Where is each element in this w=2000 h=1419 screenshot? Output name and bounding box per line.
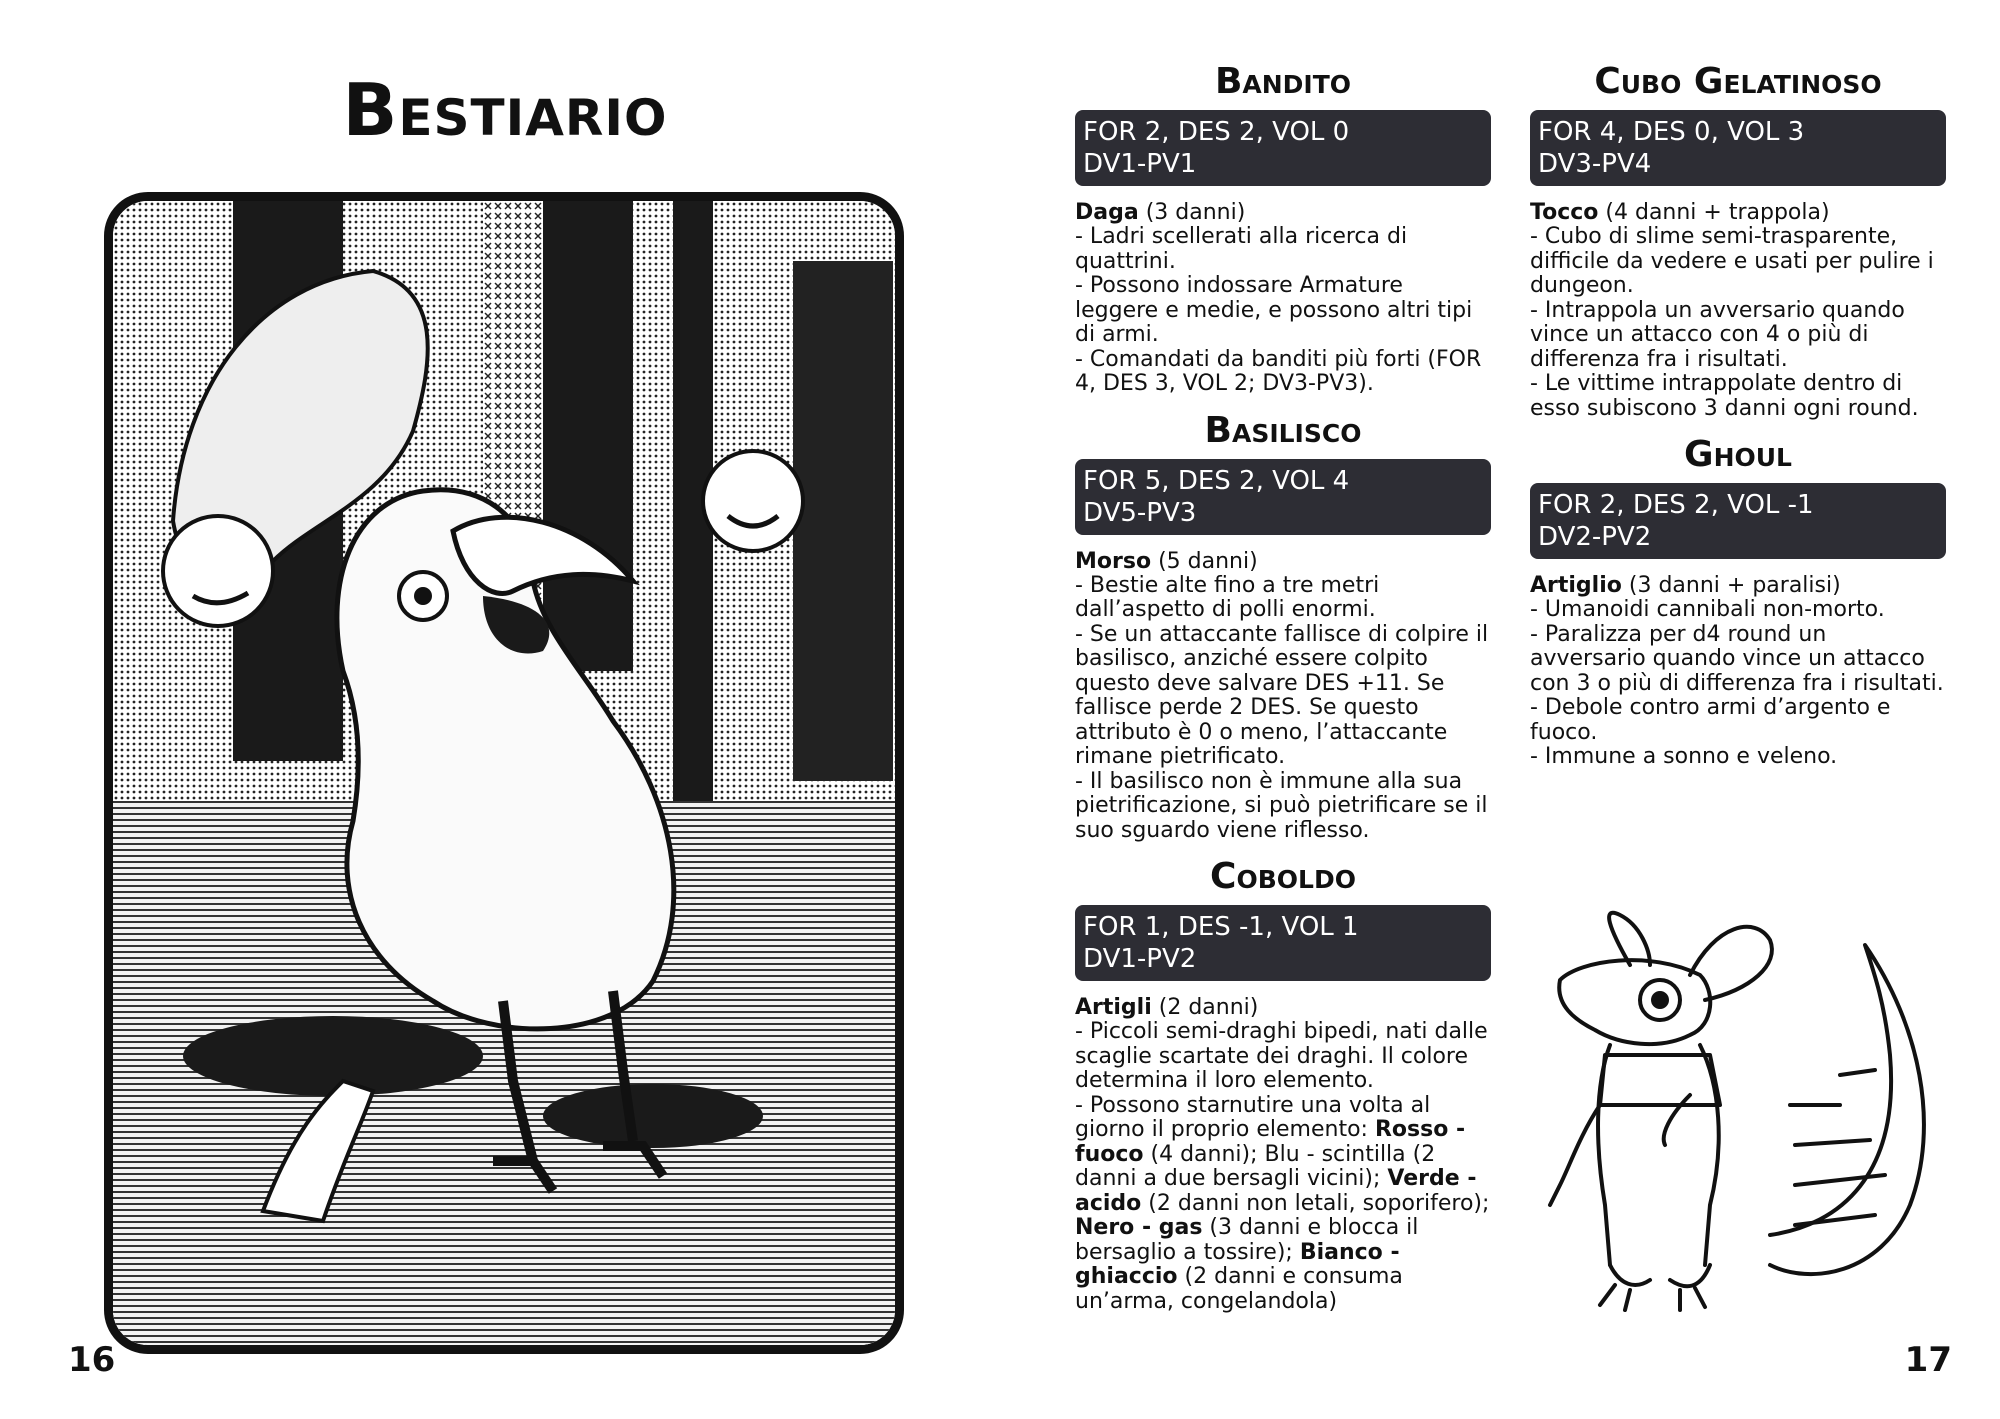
stat-box bbox=[1530, 110, 1946, 186]
desc-line: - Comandati da banditi più forti (FOR 4, DES 3, VOL 2; DV3-PV3). bbox=[1075, 346, 1482, 396]
stat-line: FOR 2, DES 2, VOL -1 bbox=[1538, 490, 1814, 520]
desc-line: - Intrappola un avversario quando vince un attacco con 4 o più di differenza fra i risultati. bbox=[1530, 297, 1905, 372]
monster-entry-basilisco bbox=[1075, 409, 1491, 844]
monster-name: Basilisco bbox=[1204, 409, 1362, 451]
monster-name: Cubo Gelatinoso bbox=[1594, 61, 1882, 102]
monster-description bbox=[1075, 225, 1491, 397]
element-detail: (2 danni e consuma un’arma, congelandola) bbox=[1075, 1264, 1403, 1314]
basilisk-illustration bbox=[104, 192, 904, 1354]
element-label: Nero - gas bbox=[1075, 1215, 1203, 1240]
stat-box bbox=[1075, 110, 1491, 186]
element-detail: (2 danni non letali, soporifero); bbox=[1141, 1190, 1490, 1216]
desc-line: - Umanoidi cannibali non-morto. bbox=[1530, 597, 1885, 622]
monster-name: Coboldo bbox=[1210, 856, 1356, 897]
bestiary-column-left bbox=[1075, 60, 1491, 1326]
desc-line: - Cubo di slime semi-trasparente, difficile da vedere e usati per pulire i dungeon. bbox=[1530, 224, 1934, 298]
desc-line: - Le vittime intrappolate dentro di esso subiscono 3 danni ogni round. bbox=[1530, 371, 1919, 421]
page-title: Bestiario bbox=[342, 68, 668, 152]
monster-description bbox=[1530, 598, 1946, 770]
attack-line bbox=[1075, 995, 1491, 1020]
stat-line: DV1-PV2 bbox=[1083, 944, 1197, 974]
monster-entry-cubo-gelatinoso bbox=[1530, 60, 1946, 421]
stat-line: FOR 5, DES 2, VOL 4 bbox=[1083, 465, 1350, 496]
desc-line: - Paralizza per d4 round un avversario quando vince un attacco con 3 o più di differenza fra i risultati. bbox=[1530, 621, 1944, 696]
attack-detail: (3 danni + paralisi) bbox=[1621, 573, 1841, 598]
attack-name: Artigli bbox=[1075, 995, 1152, 1020]
stat-box bbox=[1075, 905, 1491, 981]
stat-line: DV2-PV2 bbox=[1538, 522, 1652, 552]
stat-line: FOR 2, DES 2, VOL 0 bbox=[1083, 117, 1350, 147]
monster-name: Ghoul bbox=[1684, 434, 1792, 475]
attack-line bbox=[1075, 549, 1491, 574]
monster-name: Bandito bbox=[1214, 61, 1352, 102]
stat-line: DV1-PV1 bbox=[1083, 149, 1197, 179]
attack-detail: (4 danni + trappola) bbox=[1598, 200, 1830, 225]
attack-detail: (2 danni) bbox=[1151, 995, 1259, 1020]
monster-entry-ghoul bbox=[1530, 433, 1946, 770]
attack-line bbox=[1530, 200, 1946, 225]
attack-line bbox=[1530, 573, 1946, 598]
desc-line: - Piccoli semi-draghi bipedi, nati dalle scaglie scartate dei draghi. Il colore determina il loro elemento. bbox=[1075, 1019, 1488, 1093]
monster-description bbox=[1075, 1020, 1491, 1314]
page-number-left: 16 bbox=[68, 1340, 116, 1380]
element-detail: (4 danni); Blu - scintilla (2 danni a due bersagli vicini); bbox=[1075, 1141, 1436, 1191]
attack-name: Daga bbox=[1075, 200, 1139, 225]
stat-line: FOR 1, DES -1, VOL 1 bbox=[1083, 912, 1359, 942]
stat-line: FOR 4, DES 0, VOL 3 bbox=[1538, 117, 1805, 147]
desc-line: - Immune a sonno e veleno. bbox=[1530, 744, 1838, 769]
attack-name: Artiglio bbox=[1530, 573, 1622, 598]
monster-description bbox=[1530, 225, 1946, 421]
monster-entry-coboldo bbox=[1075, 855, 1491, 1314]
attack-detail: (5 danni) bbox=[1151, 548, 1258, 574]
kobold-illustration bbox=[1540, 905, 1960, 1325]
element-label: Verde - acido bbox=[1075, 1166, 1477, 1216]
stat-box bbox=[1530, 483, 1946, 559]
stat-line: DV3-PV4 bbox=[1538, 149, 1652, 179]
monster-description bbox=[1075, 574, 1491, 844]
desc-line: - Bestie alte fino a tre metri dall’aspetto di polli enormi. bbox=[1075, 572, 1380, 622]
element-label: Rosso - fuoco bbox=[1075, 1117, 1466, 1167]
stat-line: DV5-PV3 bbox=[1083, 497, 1197, 528]
attack-name: Morso bbox=[1075, 548, 1152, 574]
element-intro: - Possono starnutire una volta al giorno il proprio elemento: bbox=[1075, 1092, 1431, 1142]
desc-line: - Se un attaccante fallisce di colpire il basilisco, anziché essere colpito questo deve salvare DES +11. Se fallisce perde 2 DES. Se questo attributo è 0 o meno, l’attaccante rimane pietrificato. bbox=[1075, 621, 1489, 769]
bestiary-column-right bbox=[1530, 60, 1946, 782]
stat-box bbox=[1075, 459, 1491, 535]
desc-line: - Debole contro armi d’argento e fuoco. bbox=[1530, 695, 1891, 745]
attack-line bbox=[1075, 200, 1491, 225]
attack-detail: (3 danni) bbox=[1138, 200, 1246, 225]
page-number-right: 17 bbox=[1904, 1340, 1952, 1380]
attack-name: Tocco bbox=[1530, 200, 1599, 225]
desc-line: - Ladri scellerati alla ricerca di quattrini. bbox=[1075, 224, 1408, 274]
element-detail: (3 danni e blocca il bersaglio a tossire); bbox=[1075, 1215, 1419, 1265]
desc-line-elements bbox=[1075, 1094, 1491, 1315]
desc-line: - Il basilisco non è immune alla sua pietrificazione, si può pietrificare se il suo sguardo viene riflesso. bbox=[1075, 768, 1488, 843]
desc-line: - Possono indossare Armature leggere e medie, e possono altri tipi di armi. bbox=[1075, 273, 1473, 347]
element-label: Bianco - ghiaccio bbox=[1075, 1239, 1400, 1289]
monster-entry-bandito bbox=[1075, 60, 1491, 397]
